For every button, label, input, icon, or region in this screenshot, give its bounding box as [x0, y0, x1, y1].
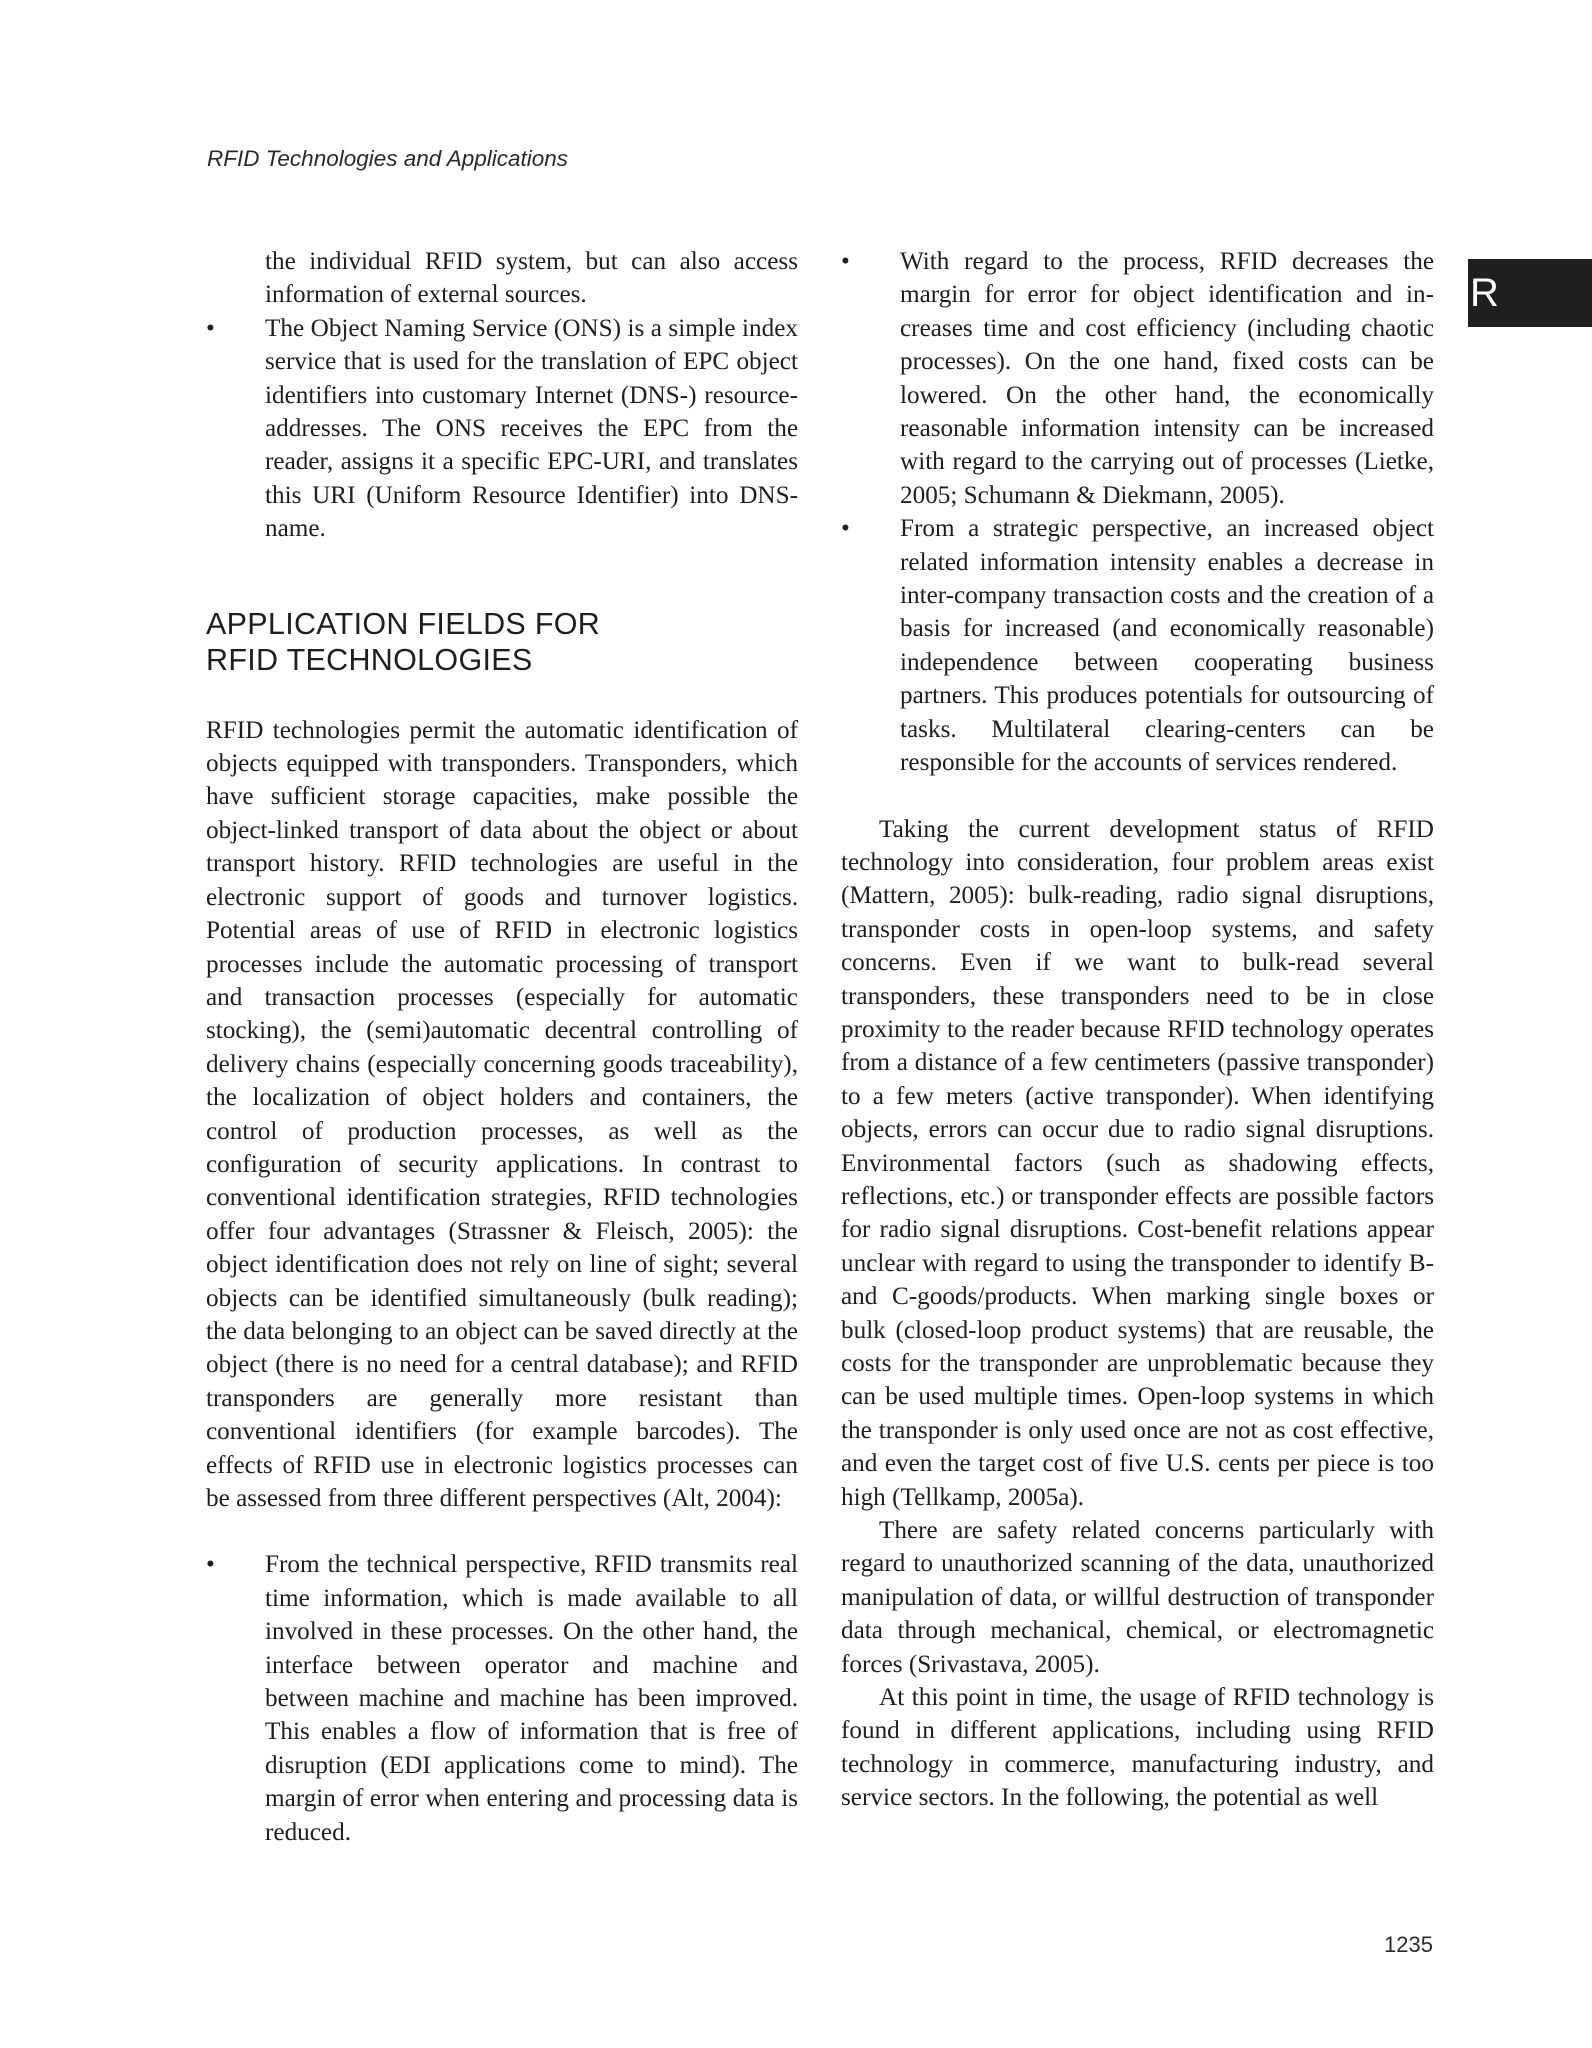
heading-line-1: APPLICATION FIELDS FOR — [206, 606, 601, 641]
list-item-text: The Object Naming Service (ONS) is a simple index service that is used for the translation of EPC object identifiers into customary Internet (DNS-) resource-addresses. The ONS receives the EPC from the reader, assigns it a specific EPC-URI, and translates this URI (Uniform Resource Identifier) into DNS-name. — [265, 314, 798, 543]
bullet-marker: • — [841, 515, 850, 543]
bullet-marker: • — [841, 248, 850, 275]
list-item-strategic — [841, 512, 1434, 779]
list-item-process — [841, 245, 1434, 512]
list-item-text: From the technical perspective, RFID transmits real time information, which is made available to all involved in these processes. On the other hand, the interface between operator and machine and between machine and machine has been improved. This enables a flow of information that is free of disruption (EDI applications come to mind). The margin of error when entering and processing data is reduced. — [265, 1551, 798, 1846]
list-item-technical — [206, 1548, 798, 1849]
body-paragraph: There are safety related concerns particularly with regard to unauthorized scanning of the data, unauthorized manipulation of data, or willful destruction of transponder data through mechanical, chemical, or electromagnetic forces (Srivastava, 2005). — [841, 1517, 1434, 1678]
section-heading — [206, 606, 798, 678]
page-number: 1235 — [1384, 1932, 1433, 1957]
bullet-marker: • — [206, 314, 215, 342]
right-column — [841, 245, 1434, 1815]
body-paragraph: At this point in time, the usage of RFID technology is found in different applications, including using RFID technology in commerce, manufacturing industry, and service sectors. In the following, the potential as well — [841, 1684, 1434, 1812]
heading-line-2: RFID TECHNOLOGIES — [206, 642, 533, 677]
list-item-text: From a strategic perspective, an increased object related information intensity enables a decrease in inter-company transaction costs and the creation of a basis for increased (and economically reasonable) independence between cooperating business partners. This produces potentials for outsourcing of tasks. Multilateral clearing-centers can be responsible for the accounts of services rendered. — [900, 515, 1434, 777]
list-item-text: With regard to the process, RFID decreases the margin for error for object identification and increases time and cost efficiency (including chaotic processes). On the one hand, fixed costs can be lowered. On the other hand, the economically reasonable information intensity can be increased with regard to the carrying out of processes (Lietke, 2005; Schumann & Diekmann, 2005). — [900, 248, 1434, 509]
list-item-ons — [206, 312, 798, 546]
section-thumb-tab: R — [1468, 259, 1592, 327]
running-header: RFID Technologies and Applications — [207, 146, 569, 171]
continued-bullet-text: the individual RFID system, but can also access information of external sources. — [265, 248, 798, 309]
bullet-marker: • — [206, 1551, 215, 1579]
left-column — [206, 245, 798, 1849]
body-paragraph: RFID technologies permit the automatic identification of objects equipped with transponders. Transponders, which have sufficient storage capacities, make possible the object-linked transport of data about the object or about transport history. RFID technologies are useful in the electronic support of goods and turnover logistics. Potential areas of use of RFID in electronic logistics processes include the automatic processing of transport and transaction processes (especially for automatic stocking), the (semi)automatic decentral controlling of delivery chains (especially concerning goods traceability), the localization of object holders and containers, the control of production processes, as well as the configuration of security applications. In contrast to conventional identification strategies, RFID technologies offer four advantages (Strassner & Fleisch, 2005): the object identification does not rely on line of sight; several objects can be identified simultaneously (bulk reading); the data belonging to an object can be saved directly at the object (there is no need for a central database); and RFID transponders are generally more resistant than conventional identifiers (for example barcodes). The effects of RFID use in electronic logistics processes can be assessed from three different perspectives (Alt, 2004): — [206, 716, 798, 1512]
body-paragraph: Taking the current development status of RFID technology into consideration, four problem areas exist (Mattern, 2005): bulk-reading, radio signal disruptions, transponder costs in open-loop systems, and safety concerns. Even if we want to bulk-read several transponders, these transponders need to be in close proximity to the reader because RFID technology operates from a distance of a few centimeters (passive transponder) to a few meters (active transponder). When identifying objects, errors can occur due to radio signal disruptions. Environmental factors (such as shadowing effects, reflections, etc.) or transponder effects are possible factors for radio signal disruptions. Cost-benefit relations appear unclear with regard to using the transponder to identify B- and C-goods/products. When marking single boxes or bulk (closed-loop product systems) that are reusable, the costs for the transponder are unproblematic because they can be used multiple times. Open-loop systems in which the transponder is only used once are not as cost effective, and even the target cost of five U.S. cents per piece is too high (Tellkamp, 2005a). — [841, 815, 1434, 1511]
